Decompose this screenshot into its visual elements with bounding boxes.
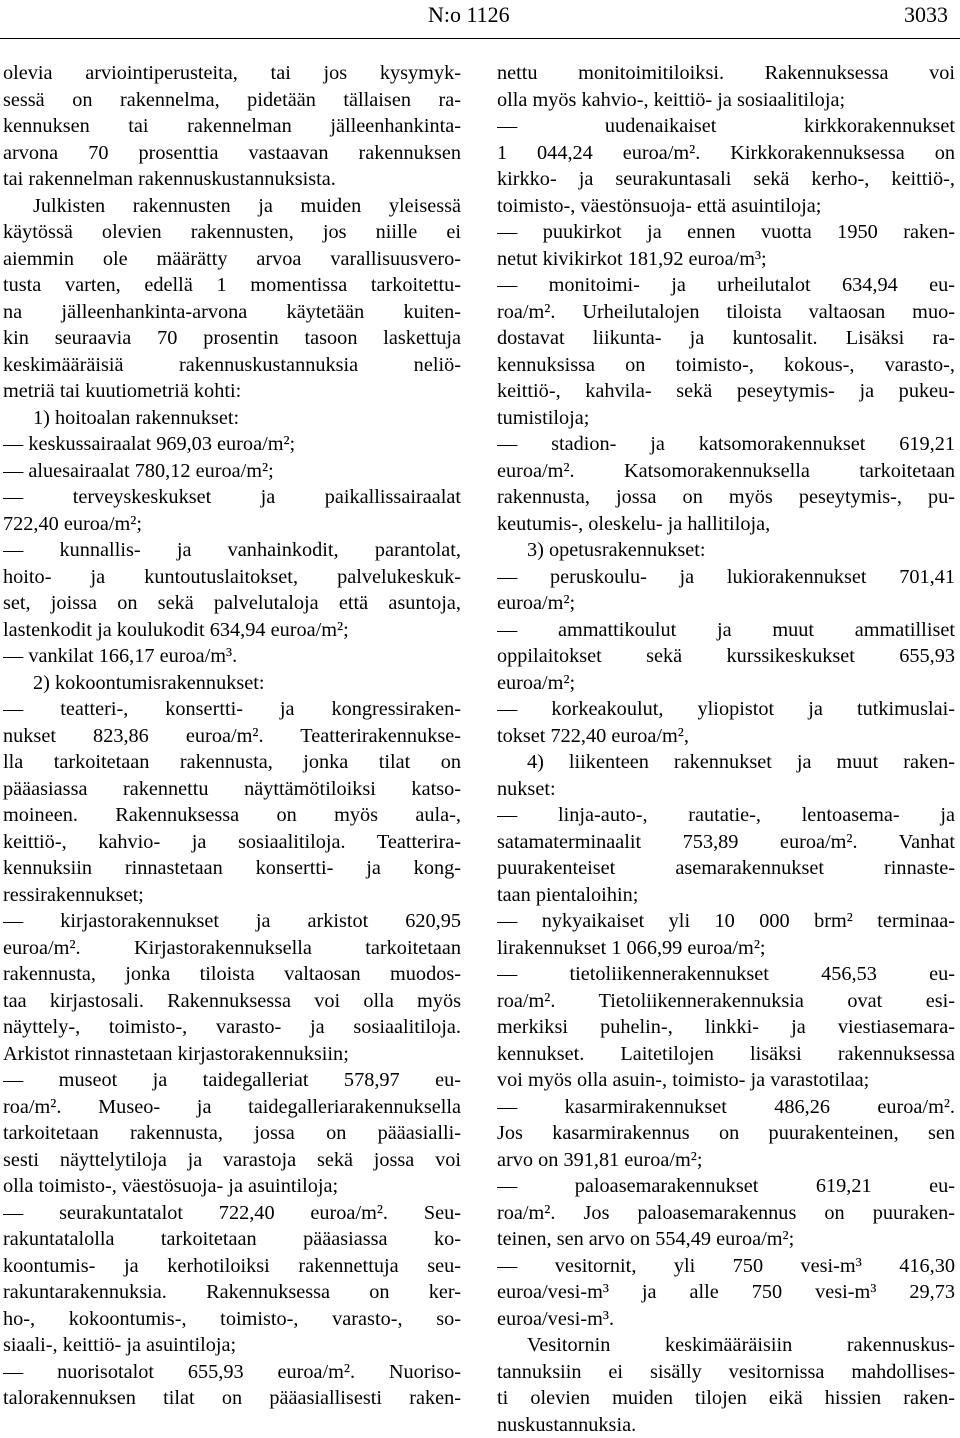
text-line: lastenkodit ja koulukodit 634,94 euroa/m²;: [3, 617, 461, 644]
text-line: voi myös olla asuin-, toimisto- ja varastotilaa;: [497, 1067, 955, 1094]
text-line: Arkistot rinnastetaan kirjastorakennuksiin;: [3, 1041, 461, 1068]
text-line: — teatteri-, konsertti- ja kongressiraken-: [3, 696, 461, 723]
text-line: näyttely-, toimisto-, varasto- ja sosiaalitiloja.: [3, 1014, 461, 1041]
text-line: roa/m². Urheilutalojen tiloista valtaosan muo-: [497, 299, 955, 326]
text-line: tumistiloja;: [497, 405, 955, 432]
text-line: sessä on rakennelma, pidetään tällaisen ra-: [3, 87, 461, 114]
text-line: euroa/m²;: [497, 590, 955, 617]
text-line: tarkoitetaan rakennusta, jossa on pääasialli-: [3, 1120, 461, 1147]
text-line: euroa/vesi-m³.: [497, 1306, 955, 1333]
text-line: euroa/m². Kirjastorakennuksella tarkoitetaan: [3, 935, 461, 962]
text-line: nuskustannuksia.: [497, 1412, 955, 1438]
text-line: 2) kokoontumisrakennukset:: [3, 670, 461, 697]
text-line: — nykyaikaiset yli 10 000 brm² terminaa-: [497, 908, 955, 935]
text-line: siaali-, keittiö- ja asuintiloja;: [3, 1332, 461, 1359]
text-line: — seurakuntatalot 722,40 euroa/m². Seu-: [3, 1200, 461, 1227]
text-line: arvona 70 prosenttia vastaavan rakennuksen: [3, 140, 461, 167]
text-line: — aluesairaalat 780,12 euroa/m²;: [3, 458, 461, 485]
text-line: rakuntarakennuksia. Rakennuksessa on ker-: [3, 1279, 461, 1306]
text-line: kennukset. Laitetilojen lisäksi rakennuksessa: [497, 1041, 955, 1068]
text-line: käytössä olevien rakennusten, jos niille ei: [3, 219, 461, 246]
text-line: kirkko- ja seurakuntasali sekä kerho-, keittiö-,: [497, 166, 955, 193]
text-line: sesti näyttelytiloja ja varastoja sekä jossa voi: [3, 1147, 461, 1174]
text-line: nukset 823,86 euroa/m². Teatterirakennukse-: [3, 723, 461, 750]
text-line: netut kivikirkot 181,92 euroa/m³;: [497, 246, 955, 273]
text-line: roa/m². Museo- ja taidegalleriarakennuksella: [3, 1094, 461, 1121]
text-line: — nuorisotalot 655,93 euroa/m². Nuoriso-: [3, 1359, 461, 1386]
text-line: hoito- ja kuntoutuslaitokset, palvelukeskuk-: [3, 564, 461, 591]
page-header: [0, 0, 960, 34]
text-line: ho-, kokoontumis-, toimisto-, varasto-, so-: [3, 1306, 461, 1333]
text-line: set, joissa on sekä palvelutaloja että asuntoja,: [3, 590, 461, 617]
right-column: [497, 60, 955, 1438]
text-line: — keskussairaalat 969,03 euroa/m²;: [3, 431, 461, 458]
text-line: — museot ja taidegalleriat 578,97 eu-: [3, 1067, 461, 1094]
text-line: roa/m². Tietoliikennerakennuksia ovat esi-: [497, 988, 955, 1015]
text-line: ressirakennukset;: [3, 882, 461, 909]
text-line: taan pientaloihin;: [497, 882, 955, 909]
text-line: arvo on 391,81 euroa/m²;: [497, 1147, 955, 1174]
text-line: toimisto-, väestönsuoja- että asuintiloja;: [497, 193, 955, 220]
text-line: oppilaitokset sekä kurssikeskukset 655,93: [497, 643, 955, 670]
text-line: teinen, sen arvo on 554,49 euroa/m²;: [497, 1226, 955, 1253]
text-line: 1 044,24 euroa/m². Kirkkorakennuksessa on: [497, 140, 955, 167]
text-line: kennuksiin rinnastetaan konsertti- ja kong-: [3, 855, 461, 882]
text-line: Vesitornin keskimääräisiin rakennuskus-: [497, 1332, 955, 1359]
text-line: euroa/m²;: [497, 670, 955, 697]
text-line: merkiksi puhelin-, linkki- ja viestiasemara-: [497, 1014, 955, 1041]
text-line: lirakennukset 1 066,99 euroa/m²;: [497, 935, 955, 962]
text-line: talorakennuksen tilat on pääasiallisesti raken-: [3, 1385, 461, 1412]
text-line: olevia arviointiperusteita, tai jos kysymyk-: [3, 60, 461, 87]
text-line: tusta varten, edellä 1 momentissa tarkoitettu-: [3, 272, 461, 299]
text-line: 3) opetusrakennukset:: [497, 537, 955, 564]
text-line: roa/m². Jos paloasemarakennus on puuraken-: [497, 1200, 955, 1227]
text-line: tokset 722,40 euroa/m²,: [497, 723, 955, 750]
text-line: puurakenteiset asemarakennukset rinnaste-: [497, 855, 955, 882]
text-line: — paloasemarakennukset 619,21 eu-: [497, 1173, 955, 1200]
text-line: — peruskoulu- ja lukiorakennukset 701,41: [497, 564, 955, 591]
text-line: — kasarmirakennukset 486,26 euroa/m².: [497, 1094, 955, 1121]
text-line: — ammattikoulut ja muut ammatilliset: [497, 617, 955, 644]
text-line: — vesitornit, yli 750 vesi-m³ 416,30: [497, 1253, 955, 1280]
issue-number: N:o 1126: [428, 2, 510, 28]
text-line: — uudenaikaiset kirkkorakennukset: [497, 113, 955, 140]
text-line: 4) liikenteen rakennukset ja muut raken-: [497, 749, 955, 776]
text-line: tai rakennelman rakennuskustannuksista.: [3, 166, 461, 193]
text-line: olla toimisto-, väestösuoja- ja asuintiloja;: [3, 1173, 461, 1200]
text-line: rakennusta, jonka tiloista valtaosan muodos-: [3, 961, 461, 988]
text-line: taa kirjastosali. Rakennuksessa voi olla myös: [3, 988, 461, 1015]
text-line: metriä tai kuutiometriä kohti:: [3, 378, 461, 405]
page-number: 3033: [904, 2, 948, 28]
text-line: kin seuraavia 70 prosentin tasoon laskettuja: [3, 325, 461, 352]
text-line: — stadion- ja katsomorakennukset 619,21: [497, 431, 955, 458]
text-line: koontumis- ja kerhotiloiksi rakennettuja seu-: [3, 1253, 461, 1280]
text-line: 722,40 euroa/m²;: [3, 511, 461, 538]
text-line: na jälleenhankinta-arvona käytetään kuiten-: [3, 299, 461, 326]
text-line: euroa/vesi-m³ ja alle 750 vesi-m³ 29,73: [497, 1279, 955, 1306]
text-line: — linja-auto-, rautatie-, lentoasema- ja: [497, 802, 955, 829]
text-line: lla tarkoitetaan rakennusta, jonka tilat on: [3, 749, 461, 776]
text-line: aiemmin ole määrätty arvoa varallisuusvero-: [3, 246, 461, 273]
text-line: nettu monitoimitiloiksi. Rakennuksessa voi: [497, 60, 955, 87]
text-line: olla myös kahvio-, keittiö- ja sosiaalitiloja;: [497, 87, 955, 114]
text-line: kennuksen tai rakennelman jälleenhankinta-: [3, 113, 461, 140]
text-line: satamaterminaalit 753,89 euroa/m². Vanhat: [497, 829, 955, 856]
text-line: keskimääräisiä rakennuskustannuksia neliö-: [3, 352, 461, 379]
text-line: kennuksissa on toimisto-, kokous-, varasto-,: [497, 352, 955, 379]
text-line: tannuksiin ei sisälly vesitornissa mahdollises-: [497, 1359, 955, 1386]
text-line: moineen. Rakennuksessa on myös aula-,: [3, 802, 461, 829]
text-line: — monitoimi- ja urheilutalot 634,94 eu-: [497, 272, 955, 299]
text-line: dostavat liikunta- ja kuntosalit. Lisäksi ra-: [497, 325, 955, 352]
text-line: — kunnallis- ja vanhainkodit, parantolat,: [3, 537, 461, 564]
text-line: — puukirkot ja ennen vuotta 1950 raken-: [497, 219, 955, 246]
text-line: — korkeakoulut, yliopistot ja tutkimuslai-: [497, 696, 955, 723]
text-line: nukset:: [497, 776, 955, 803]
text-line: keutumis-, oleskelu- ja hallitiloja,: [497, 511, 955, 538]
text-line: keittiö-, kahvio- ja sosiaalitiloja. Teatterira-: [3, 829, 461, 856]
left-column: [3, 60, 461, 1412]
text-line: Julkisten rakennusten ja muiden yleisessä: [3, 193, 461, 220]
text-line: euroa/m². Katsomorakennuksella tarkoitetaan: [497, 458, 955, 485]
text-line: — terveyskeskukset ja paikallissairaalat: [3, 484, 461, 511]
text-line: keittiö-, kahvila- sekä peseytymis- ja pukeu-: [497, 378, 955, 405]
text-line: rakuntatalolla tarkoitetaan pääasiassa ko-: [3, 1226, 461, 1253]
text-line: 1) hoitoalan rakennukset:: [3, 405, 461, 432]
text-line: rakennusta, jossa on myös peseytymis-, pu-: [497, 484, 955, 511]
text-line: — vankilat 166,17 euroa/m³.: [3, 643, 461, 670]
text-line: — tietoliikennerakennukset 456,53 eu-: [497, 961, 955, 988]
text-line: Jos kasarmirakennus on puurakenteinen, sen: [497, 1120, 955, 1147]
header-rule: [0, 38, 960, 39]
text-line: ti olevien muiden tilojen eikä hissien raken-: [497, 1385, 955, 1412]
text-line: pääasiassa rakennettu näyttämötiloiksi katso-: [3, 776, 461, 803]
text-line: — kirjastorakennukset ja arkistot 620,95: [3, 908, 461, 935]
